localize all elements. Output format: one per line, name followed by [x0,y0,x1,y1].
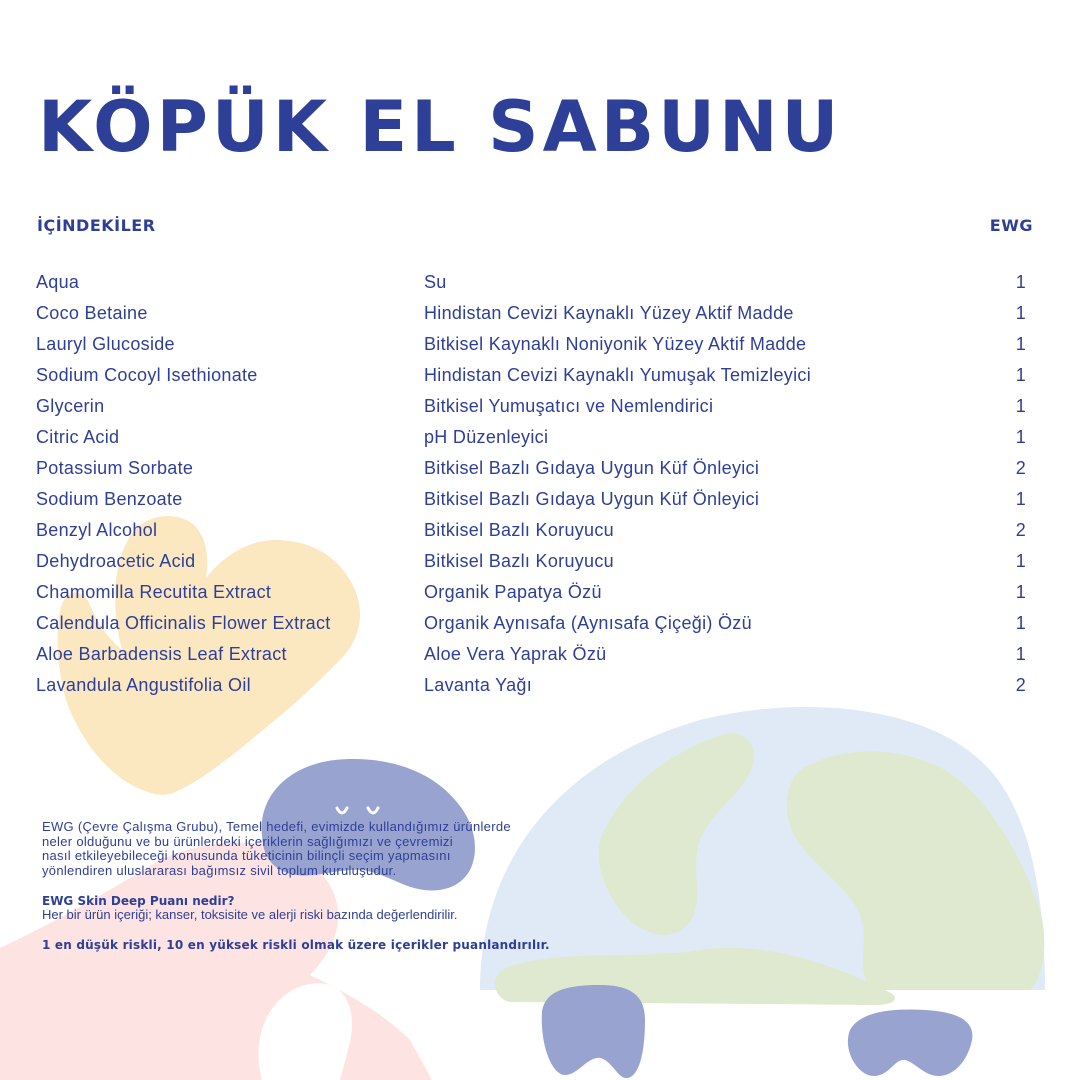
ewg-score: 2 [1015,675,1026,695]
table-row [36,516,1026,547]
table-row [36,485,1026,516]
ewg-description-line: neler olduğunu ve bu ürünlerdeki içeriklerin sağlığımızı ve çevremizi [42,833,453,849]
inci-name: Chamomilla Recutita Extract [36,582,272,602]
ingredients-header: İÇİNDEKİLER [37,216,156,235]
ewg-score: 1 [1015,644,1026,664]
table-row [36,299,1026,330]
inci-name: Citric Acid [36,427,120,447]
turkish-description: Bitkisel Kaynaklı Noniyonik Yüzey Aktif Madde [424,334,807,354]
ewg-header: EWG [989,216,1033,235]
ewg-score: 1 [1015,396,1026,416]
turkish-description: Aloe Vera Yaprak Özü [424,644,607,664]
inci-name: Aloe Barbadensis Leaf Extract [36,644,287,664]
ewg-score: 1 [1015,272,1026,292]
ewg-score: 2 [1015,520,1026,540]
table-row [36,423,1026,454]
table-row [36,330,1026,361]
turkish-description: Organik Papatya Özü [424,582,602,602]
table-row [36,671,1026,702]
inci-name: Aqua [36,272,80,292]
turkish-description: Bitkisel Bazlı Koruyucu [424,520,614,540]
inci-name: Lavandula Angustifolia Oil [36,675,251,695]
ewg-score: 1 [1015,303,1026,323]
turkish-description: Bitkisel Bazlı Koruyucu [424,551,614,571]
ewg-info [42,820,662,952]
ewg-answer: Her bir ürün içeriği; kanser, toksisite ve alerji riski bazında değerlendirilir. [42,907,458,922]
ewg-description-line: EWG (Çevre Çalışma Grubu), Temel hedefi, evimizde kullandığımız ürünlerde [42,819,511,834]
turkish-description: pH Düzenleyici [424,427,549,447]
page-title: KÖPÜK EL SABUNU [38,86,843,168]
inci-name: Coco Betaine [36,303,148,323]
table-row [36,454,1026,485]
inci-name: Benzyl Alcohol [36,520,158,540]
ewg-description-line: nasıl etkileyebileceği konusunda tüketicinin bilinçli seçim yapmasını [42,848,451,863]
turkish-description: Bitkisel Bazlı Gıdaya Uygun Küf Önleyici [424,489,760,509]
ewg-question: EWG Skin Deep Puanı nedir? [42,894,235,908]
turkish-description: Hindistan Cevizi Kaynaklı Yumuşak Temizleyici [424,365,811,385]
inci-name: Glycerin [36,396,105,416]
inci-name: Sodium Benzoate [36,489,183,509]
turkish-description: Organik Aynısafa (Aynısafa Çiçeği) Özü [424,613,752,633]
ewg-score: 1 [1015,427,1026,447]
turkish-description: Lavanta Yağı [424,675,533,695]
inci-name: Sodium Cocoyl Isethionate [36,365,258,385]
ewg-score: 1 [1015,334,1026,354]
ewg-description-line: yönlendiren uluslararası bağımsız sivil toplum kuruluşudur. [42,862,397,878]
turkish-description: Bitkisel Yumuşatıcı ve Nemlendirici [424,396,714,416]
table-row [36,578,1026,609]
table-row [36,361,1026,392]
table-row [36,268,1026,299]
ewg-score: 1 [1015,582,1026,602]
ewg-score: 1 [1015,613,1026,633]
ewg-score: 1 [1015,365,1026,385]
ewg-score: 1 [1015,551,1026,571]
turkish-description: Su [424,272,447,292]
turkish-description: Bitkisel Bazlı Gıdaya Uygun Küf Önleyici [424,458,760,478]
ingredients-table [36,268,1026,702]
ewg-scale-note: 1 en düşük riskli, 10 en yüksek riskli olmak üzere içerikler puanlandırılır. [42,938,550,952]
table-row [36,392,1026,423]
inci-name: Potassium Sorbate [36,458,194,478]
ewg-score: 1 [1015,489,1026,509]
turkish-description: Hindistan Cevizi Kaynaklı Yüzey Aktif Madde [424,303,794,323]
table-row [36,609,1026,640]
table-row [36,640,1026,671]
ewg-score: 2 [1015,458,1026,478]
table-row [36,547,1026,578]
inci-name: Calendula Officinalis Flower Extract [36,613,331,633]
inci-name: Dehydroacetic Acid [36,551,196,571]
inci-name: Lauryl Glucoside [36,334,175,354]
